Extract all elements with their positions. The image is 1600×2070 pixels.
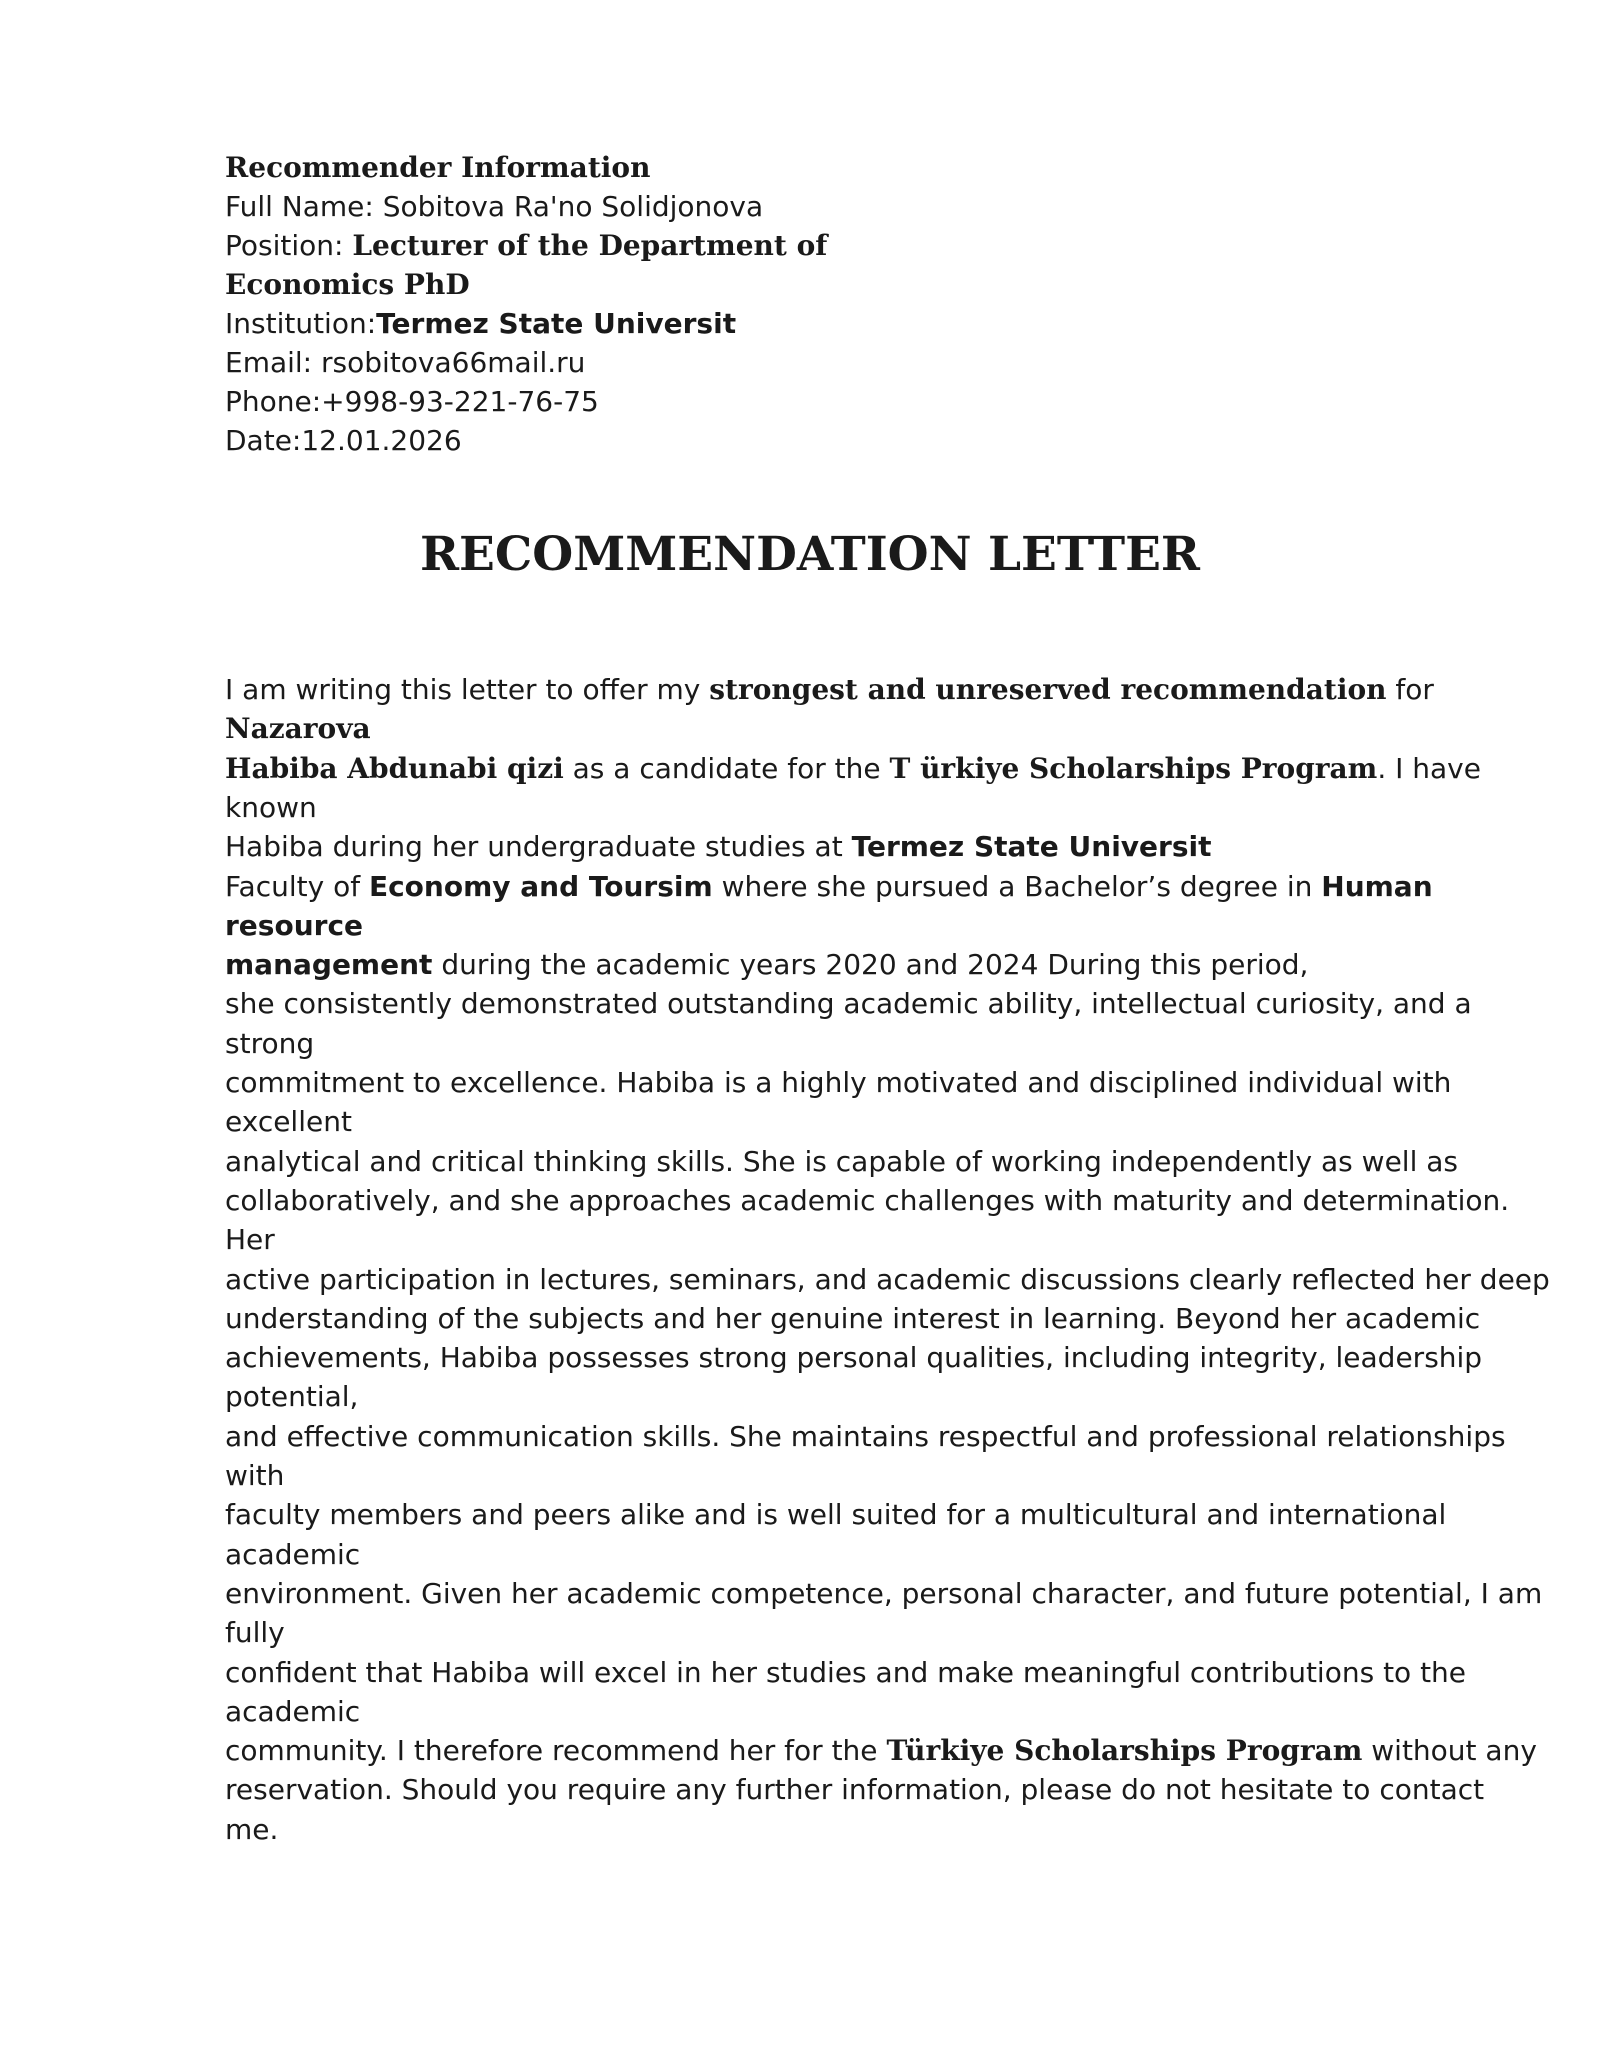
letter-text: strong (225, 1026, 315, 1060)
recommender-heading-text: Recommender Information (225, 151, 651, 184)
position-value-line2: Economics PhD (225, 268, 470, 301)
letter-line (225, 906, 363, 945)
recommender-position-continued (225, 265, 470, 304)
letter-line (225, 1810, 278, 1849)
letter-text: academic (225, 1537, 361, 1571)
letter-text: during the academic years 2020 and 2024 During this period, (432, 948, 1309, 982)
letter-line (225, 1338, 1482, 1377)
letter-line (225, 1535, 360, 1574)
letter-line (225, 1260, 1550, 1299)
full-name-value: Sobitova Ra'no Solidjonova (382, 190, 764, 223)
letter-line (225, 1181, 1509, 1220)
letter-line (225, 1613, 285, 1652)
letter-line (225, 1299, 1480, 1338)
letter-line (225, 1731, 1537, 1770)
letter-text: where she pursued a Bachelor’s degree in (712, 869, 1322, 903)
letter-text: academic (225, 1694, 361, 1728)
letter-text: Habiba during her undergraduate studies at (225, 830, 852, 864)
phone-value: +998-93-221-76-75 (321, 385, 599, 418)
letter-line (225, 827, 1212, 866)
letter-emphasis-text: resource (225, 908, 364, 942)
letter-line (225, 1653, 1466, 1692)
letter-text: as a candidate for the (563, 751, 890, 785)
letter-line (225, 945, 1308, 984)
full-name-label: Full Name: (225, 190, 383, 223)
letter-emphasis-text: Türkiye Scholarships Program (886, 1734, 1363, 1768)
letter-text: with (225, 1459, 285, 1492)
email-value: rsobitova66mail.ru (321, 346, 586, 379)
recommender-position (225, 226, 827, 265)
letter-text: commitment to excellence. Habiba is a highly motivated and disciplined individual with (225, 1066, 1452, 1099)
letter-line (225, 1417, 1506, 1456)
letter-text: me. (225, 1812, 279, 1846)
letter-text: faculty members and peers alike and is well suited for a multicultural and international (225, 1498, 1447, 1532)
letter-text: reservation. Should you require any further information, please do not hesitate to contact (225, 1773, 1485, 1807)
letter-emphasis-text: strongest and unreserved recommendation (709, 673, 1387, 706)
letter-line (225, 867, 1433, 906)
position-value-line1: Lecturer of the Department of (352, 229, 828, 262)
letter-line (225, 1770, 1484, 1809)
letter-title: RECOMMENDATION LETTER (420, 527, 1200, 582)
letter-emphasis-text: Termez State Universit (851, 830, 1212, 864)
letter-text: . I have (1377, 751, 1481, 785)
letter-text: community. I therefore recommend her for the (225, 1734, 887, 1768)
letter-line (225, 1063, 1451, 1102)
letter-emphasis-text: T ürkiye Scholarships Program (889, 751, 1378, 785)
recommender-full-name (225, 187, 763, 226)
letter-text: collaboratively, and she approaches academic challenges with maturity and determination. (225, 1183, 1510, 1217)
letter-text: Faculty of (225, 869, 369, 903)
letter-text: analytical and critical thinking skills. She is capable of working independently as well as (225, 1144, 1458, 1178)
letter-emphasis-text: Economy and Toursim (368, 869, 713, 903)
phone-label: Phone: (225, 385, 322, 418)
letter-text: I am writing this letter to offer my (225, 673, 710, 706)
letter-emphasis-text: Habiba Abdunabi qizi (225, 751, 564, 785)
letter-line (225, 749, 1481, 788)
letter-line (225, 1102, 352, 1141)
recommender-email (225, 343, 585, 382)
date-label: Date: (225, 424, 302, 457)
letter-line (225, 1220, 275, 1259)
letter-text: active participation in lectures, seminars, and academic discussions clearly reflected her deep (225, 1262, 1550, 1296)
letter-text: Her (225, 1223, 275, 1257)
letter-text: understanding of the subjects and her genuine interest in learning. Beyond her academic (225, 1301, 1481, 1335)
letter-line (225, 984, 1472, 1023)
letter-text: excellent (225, 1105, 352, 1139)
institution-label: Institution: (225, 307, 377, 340)
letter-line (225, 1495, 1446, 1534)
date-value: 12.01.2026 (301, 424, 462, 457)
letter-line (225, 1024, 314, 1063)
letter-text: fully (225, 1616, 285, 1650)
position-label: Position: (225, 229, 353, 262)
letter-text: she consistently demonstrated outstanding academic ability, intellectual curiosity, and a (225, 987, 1472, 1021)
letter-text: known (225, 790, 317, 824)
email-label: Email: (225, 346, 322, 379)
letter-line (225, 709, 371, 748)
letter-text: without any (1362, 1734, 1537, 1768)
letter-text: confident that Habiba will excel in her studies and make meaningful contributions to the (225, 1655, 1467, 1689)
letter-text: environment. Given her academic competence, personal character, and future potential, I am (225, 1576, 1543, 1610)
letter-emphasis-text: Nazarova (225, 712, 371, 746)
institution-value: Termez State Universit (376, 307, 737, 340)
letter-line (225, 1142, 1458, 1181)
recommender-date (225, 421, 462, 460)
letter-line (225, 1574, 1542, 1613)
letter-emphasis-text: Human (1321, 869, 1433, 903)
letter-line (225, 1692, 360, 1731)
letter-line (225, 1456, 284, 1495)
letter-emphasis-text: management (225, 948, 433, 982)
letter-line (225, 670, 1434, 709)
letter-text: and effective communication skills. She maintains respectful and professional relationships (225, 1419, 1506, 1453)
recommender-institution (225, 304, 736, 343)
letter-text: for (1386, 673, 1434, 706)
letter-text: potential, (225, 1380, 359, 1414)
letter-line (225, 1377, 358, 1416)
letter-text: achievements, Habiba possesses strong personal qualities, including integrity, leadership (225, 1341, 1483, 1375)
recommender-heading (225, 148, 650, 187)
letter-line (225, 788, 317, 827)
recommender-phone (225, 382, 599, 421)
